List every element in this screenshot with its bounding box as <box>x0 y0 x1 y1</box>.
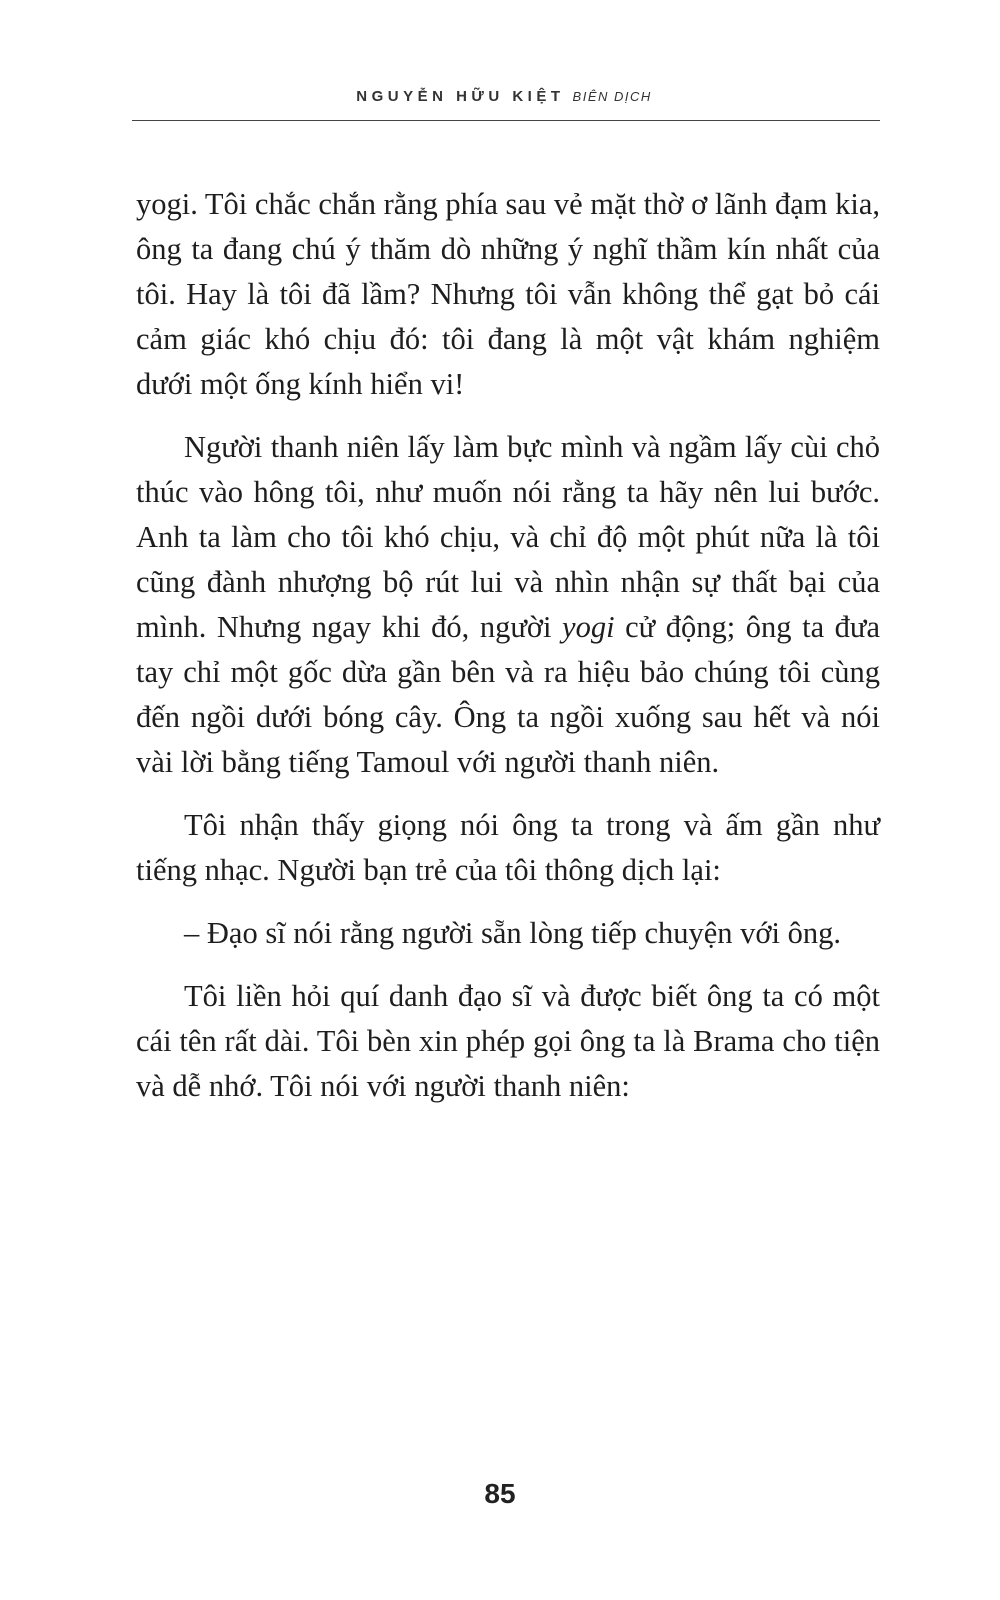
page-number: 85 <box>484 1478 516 1509</box>
paragraph-2-part-2: cử động; ông ta đưa tay chỉ một gốc dừa gần bên và ra hiệu bảo chúng tôi cùng đến ngồi dưới bóng cây. Ông ta ngồi xuống sau hết và nói vài lời bằng tiếng Tamoul với người thanh niên. <box>136 610 881 779</box>
paragraph-4-dialogue: – Đạo sĩ nói rằng người sẵn lòng tiếp chuyện với ông. <box>184 916 842 950</box>
header-divider <box>132 120 880 121</box>
paragraph-5: Tôi liền hỏi quí danh đạo sĩ và được biết ông ta có một cái tên rất dài. Tôi bèn xin phép gọi ông ta là Brama cho tiện và dễ nhớ. Tôi nói với người thanh niên: <box>136 979 880 1103</box>
paragraph-2 <box>136 425 880 785</box>
header-author: NGUYỄN HỮU KIỆT <box>356 88 565 105</box>
paragraph-3: Tôi nhận thấy giọng nói ông ta trong và ấm gần như tiếng nhạc. Người bạn trẻ của tôi thông dịch lại: <box>136 808 880 887</box>
paragraph-2-italic-term: yogi <box>562 610 615 644</box>
paragraph-1: yogi. Tôi chắc chắn rằng phía sau vẻ mặt thờ ơ lãnh đạm kia, ông ta đang chú ý thăm dò những ý nghĩ thầm kín nhất của tôi. Hay là tôi đã lầm? Nhưng tôi vẫn không thể gạt bỏ cái cảm giác khó chịu đó: tôi đang là một vật khám nghiệm dưới một ống kính hiển vi! <box>136 187 880 401</box>
running-header <box>132 86 876 108</box>
paragraph-2-part-1: Người thanh niên lấy làm bực mình và ngầm lấy cùi chỏ thúc vào hông tôi, như muốn nói rằng ta hãy nên lui bước. Anh ta làm cho tôi khó chịu, và chỉ độ một phút nữa là tôi cũng đành nhượng bộ rút lui và nhìn nhận sự thất bại của mình. Nhưng ngay khi đó, người <box>136 430 880 644</box>
page-body <box>136 182 880 1127</box>
header-role: BIÊN DỊCH <box>572 89 652 104</box>
